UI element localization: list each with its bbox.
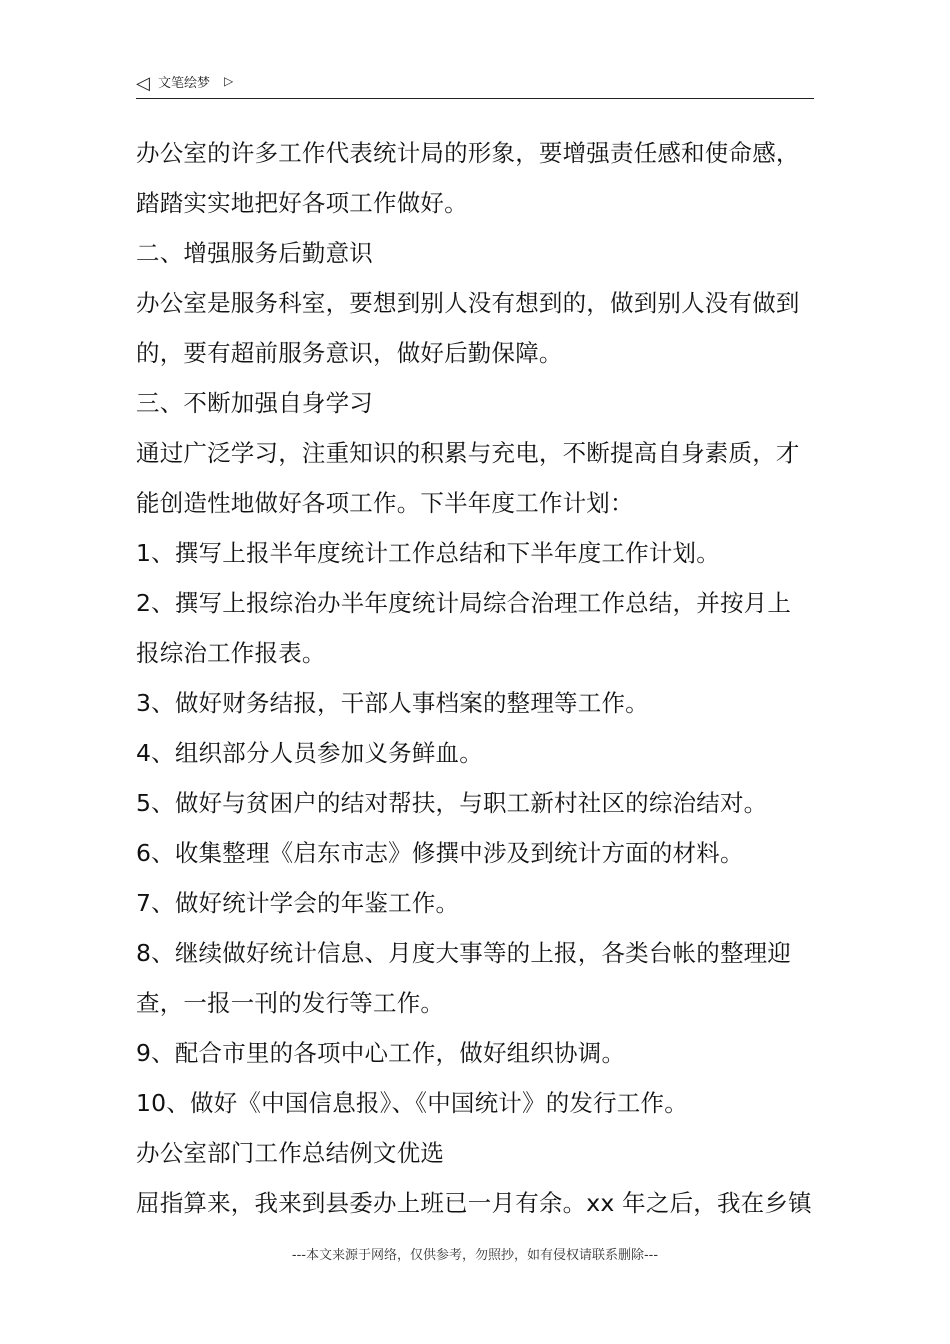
body-line: 踏踏实实地把好各项工作做好。: [136, 189, 468, 217]
left-triangle-icon: ◁: [136, 73, 150, 94]
page-header: [136, 72, 814, 99]
list-item: 5、做好与贫困户的结对帮扶，与职工新村社区的综治结对。: [136, 789, 768, 817]
body-line: 通过广泛学习，注重知识的积累与充电，不断提高自身素质，才: [136, 439, 800, 467]
document-body: [136, 128, 816, 1228]
list-item-continuation: 报综治工作报表。: [136, 639, 326, 667]
list-item: 1、撰写上报半年度统计工作总结和下半年度工作计划。: [136, 539, 720, 567]
list-item: 4、组织部分人员参加义务鲜血。: [136, 739, 483, 767]
body-line: 办公室是服务科室，要想到别人没有想到的，做到别人没有做到: [136, 289, 800, 317]
body-line: 屈指算来，我来到县委办上班已一月有余。xx 年之后，我在乡镇: [136, 1189, 812, 1217]
body-line: 能创造性地做好各项工作。下半年度工作计划：: [136, 489, 634, 517]
list-item: 2、撰写上报综治办半年度统计局综合治理工作总结，并按月上: [136, 589, 792, 617]
list-item: 7、做好统计学会的年鉴工作。: [136, 889, 460, 917]
list-item: 3、做好财务结报，干部人事档案的整理等工作。: [136, 689, 649, 717]
header-title: 文笔绘梦: [158, 76, 211, 91]
list-item: 10、做好《中国信息报》、《中国统计》的发行工作。: [136, 1089, 688, 1117]
right-triangle-icon: ▷: [224, 74, 234, 88]
list-item: 6、收集整理《启东市志》修撰中涉及到统计方面的材料。: [136, 839, 744, 867]
section-heading: 二、增强服务后勤意识: [136, 239, 373, 267]
document-title: 办公室部门工作总结例文优选: [136, 1139, 445, 1167]
list-item: 9、配合市里的各项中心工作，做好组织协调。: [136, 1039, 626, 1067]
footer-disclaimer: ---本文来源于网络，仅供参考，勿照抄，如有侵权请联系删除---: [291, 1248, 659, 1263]
list-item: 8、继续做好统计信息、月度大事等的上报，各类台帐的整理迎: [136, 939, 792, 967]
list-item-continuation: 查，一报一刊的发行等工作。: [136, 989, 445, 1017]
section-heading: 三、不断加强自身学习: [136, 389, 373, 417]
body-line: 的，要有超前服务意识，做好后勤保障。: [136, 339, 563, 367]
body-line: 办公室的许多工作代表统计局的形象，要增强责任感和使命感，: [136, 139, 800, 167]
